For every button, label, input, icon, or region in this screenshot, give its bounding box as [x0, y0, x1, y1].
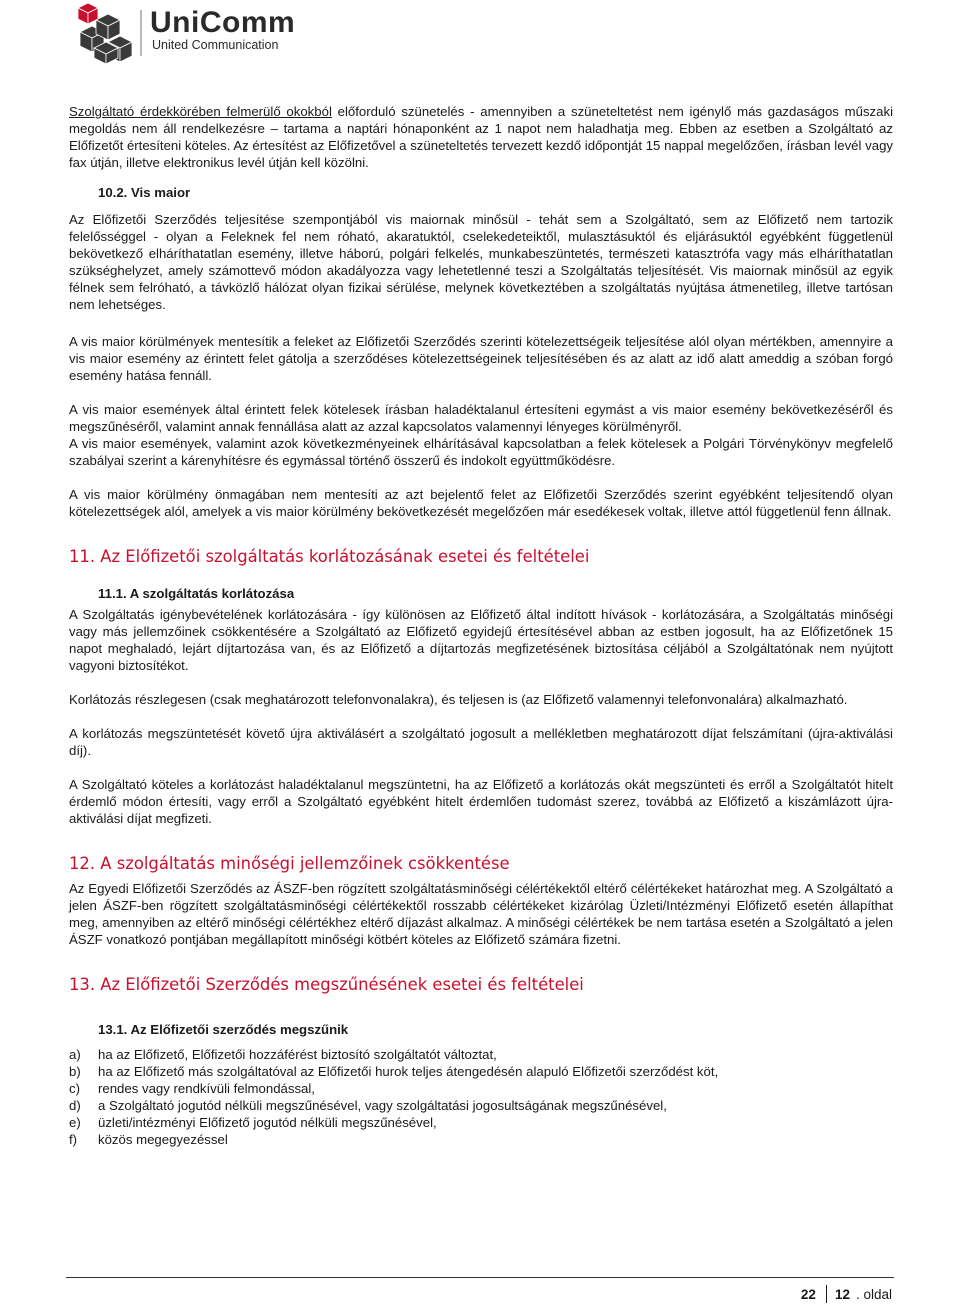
paragraph: A korlátozás megszüntetését követő újra aktiválásért a szolgáltató jogosult a mellékletben meghatározott díjat felszámítani (újra-aktiválási díj). — [69, 726, 893, 758]
paragraph: Korlátozás részlegesen (csak meghatározott telefonvonalakra), és teljesen is (az Előfizető valamennyi telefonvonalára) alkalmazható. — [69, 692, 848, 707]
paragraph: Szolgáltató érdekkörében felmerülő okokból előforduló szünetelés - amennyiben a szüneteltetést nem igénylő más gazdaságos műszaki megoldás nem áll rendelkezésre – tartama a naptári hónaponként az 1 napot nem haladhatja meg. Ebben az esetben a Szolgáltató az Előfizetőt értesíteni köteles. Az értesítést az Előfizetővel a szüneteltetés tervezett kezdő időpontját 15 nappal megelőzően, írásban levél vagy fax útján, illetve elektronikus levél útján kell közölni. — [69, 104, 894, 170]
subsection-heading-13-1: 13.1. Az Előfizetői szerződés megszűnik — [98, 1022, 349, 1037]
paragraph: A Szolgáltató köteles a korlátozást haladéktalanul megszüntetni, ha az Előfizető a korlátozás okát megszünteti és erről a Szolgáltatót hitelt érdemlő módon értesíti, vagy erről a Szolgáltató egyébként hitelt érdemlően tudomást szerez, továbbá az Előfizető a kiszámlázott újra-aktiválási díjat megfizeti. — [69, 777, 893, 826]
brand-name: UniComm — [150, 6, 296, 39]
paragraph: A vis maior körülmény önmagában nem mentesíti az azt bejelentő felet az Előfizetői Szerződés szerint egyébként teljesítendő olyan kötelezettségek alól, amelyek a vis maior körülmény bekövetkezését megelőzően már esedékesek voltak, illetve attól függetlenül fenn állnak. — [69, 487, 893, 519]
page-header — [0, 0, 960, 70]
paragraph: A vis maior események által érintett felek kötelesek írásban haladéktalanul értesíteni egymást a vis maior esemény bekövetkezéséről és megszűnéséről, valamint annak fennállása alatt az azzal kapcsolatos valamennyi lényeges körülményről. — [69, 402, 893, 434]
list-item: d) a Szolgáltató jogutód nélküli megszűnésével, vagy szolgáltatási jogosultságának megszűnésével, — [69, 1098, 667, 1113]
list-item: a) ha az Előfizető, Előfizetői hozzáférést biztosító szolgáltatót változtat, — [69, 1047, 497, 1062]
section-heading-13: 13. Az Előfizetői Szerződés megszűnésének esetei és feltételei — [69, 975, 584, 994]
paragraph: A vis maior körülmények mentesítik a feleket az Előfizetői Szerződés szerinti kötelezettségeik teljesítése alól olyan mértékben, amennyire a vis maior esemény az érintett felet gátolja a szerződéses kötelezettségeinek teljesítésében és az alatt az idő alatt ameddig a szóban forgó esemény hatása fennáll. — [69, 334, 893, 383]
section-heading-12: 12. A szolgáltatás minőségi jellemzőinek csökkentése — [69, 854, 510, 873]
page-footer — [801, 1285, 892, 1303]
list-item: c) rendes vagy rendkívüli felmondással, — [69, 1081, 315, 1096]
footer-separator — [826, 1285, 827, 1303]
page-number: 12 — [834, 1286, 850, 1302]
list-item: b) ha az Előfizető más szolgáltatóval az Előfizetői hurok teljes átengedésén alapuló Előfizetői szerződést köt, — [69, 1064, 719, 1079]
subsection-heading-10-2: 10.2. Vis maior — [98, 185, 191, 200]
paragraph: Az Egyedi Előfizetői Szerződés az ÁSZF-ben rögzített szolgáltatásminőségi célértékektől eltérő célértékeket határozhat meg. A Szolgáltató a jelen ÁSZF-ben rögzített szolgáltatásminőségi célértékektől rosszabb célértékeket kizárólag Üzleti/Intézményi Előfizető esetén állapíthat meg, amennyiben az eltérő minőségi célértékhez eltérő díjazást alkalmaz. A minőségi célértékek be nem tartása esetén a Szolgáltató a jelen ÁSZF vonatkozó pontjában megállapított minőségi kötbért köteles az Előfizető számára fizetni. — [69, 881, 893, 947]
brand-tagline: United Communication — [152, 38, 279, 52]
paragraph: A Szolgáltatás igénybevételének korlátozására - így különösen az Előfizető által indított hívások - korlátozására, a Szolgáltatás minőségi vagy más jellemzőinek csökkentésére a Szolgáltató az Előfizető egyidejű értesítésével abban az estben jogosult, ha az Előfizetőnek 15 napot meghaladó, lejárt díjtartozása van, és az Előfizető a díjtartozás megfizetésének biztosítása céljából a Szolgáltatónak nem nyújtott vagyoni biztosítékot. — [69, 607, 893, 673]
termination-list — [69, 1046, 893, 1148]
footer-divider — [66, 1277, 894, 1278]
paragraph: A vis maior események, valamint azok következményeinek elhárításával kapcsolatban a felek kötelesek a Polgári Törvénykönyv megfelelő szabályai szerint a kárenyhítésre és egymással történő összerű és indokolt együttműködésre. — [69, 436, 893, 468]
underlined-phrase: Szolgáltató érdekkörében felmerülő okokból — [69, 104, 332, 119]
logo-separator — [140, 10, 142, 56]
list-item: f) közös megegyezéssel — [69, 1132, 228, 1147]
total-pages: 22 — [800, 1286, 816, 1302]
list-item: e) üzleti/intézményi Előfizető jogutód nélküli megszűnésével, — [69, 1115, 437, 1130]
document-body — [69, 103, 893, 1148]
subsection-heading-11-1: 11.1. A szolgáltatás korlátozása — [98, 586, 295, 601]
page-suffix: . oldal — [855, 1286, 892, 1302]
paragraph: Az Előfizetői Szerződés teljesítése szempontjából vis maiornak minősül - tehát sem a Szolgáltató, sem az Előfizető nem tartozik felelősséggel - olyan a Feleknek fel nem róható, akaratuktól, cselekedeteiktől, mulasztásuktól és eljárásuktól egyébként függetlenül bekövetkező elháríthatatlan esemény, illetve háború, polgári felkelés, munkabeszüntetés, természeti katasztrófa vagy más elháríthatatlan szükséghelyzet, amely számottevő módon akadályozza vagy lehetetlenné teszi a Szolgáltatás teljesítését. Vis maiornak minősül az egyik félnek sem felróható, a távközlő hálózat olyan fizikai sérülése, melynek következtében a szolgáltatás nyújtása átmenetileg, illetve tartósan nem lehetséges. — [69, 212, 893, 312]
section-heading-11: 11. Az Előfizetői szolgáltatás korlátozásának esetei és feltételei — [69, 547, 590, 566]
unicomm-logo-cubes-icon — [72, 2, 142, 66]
